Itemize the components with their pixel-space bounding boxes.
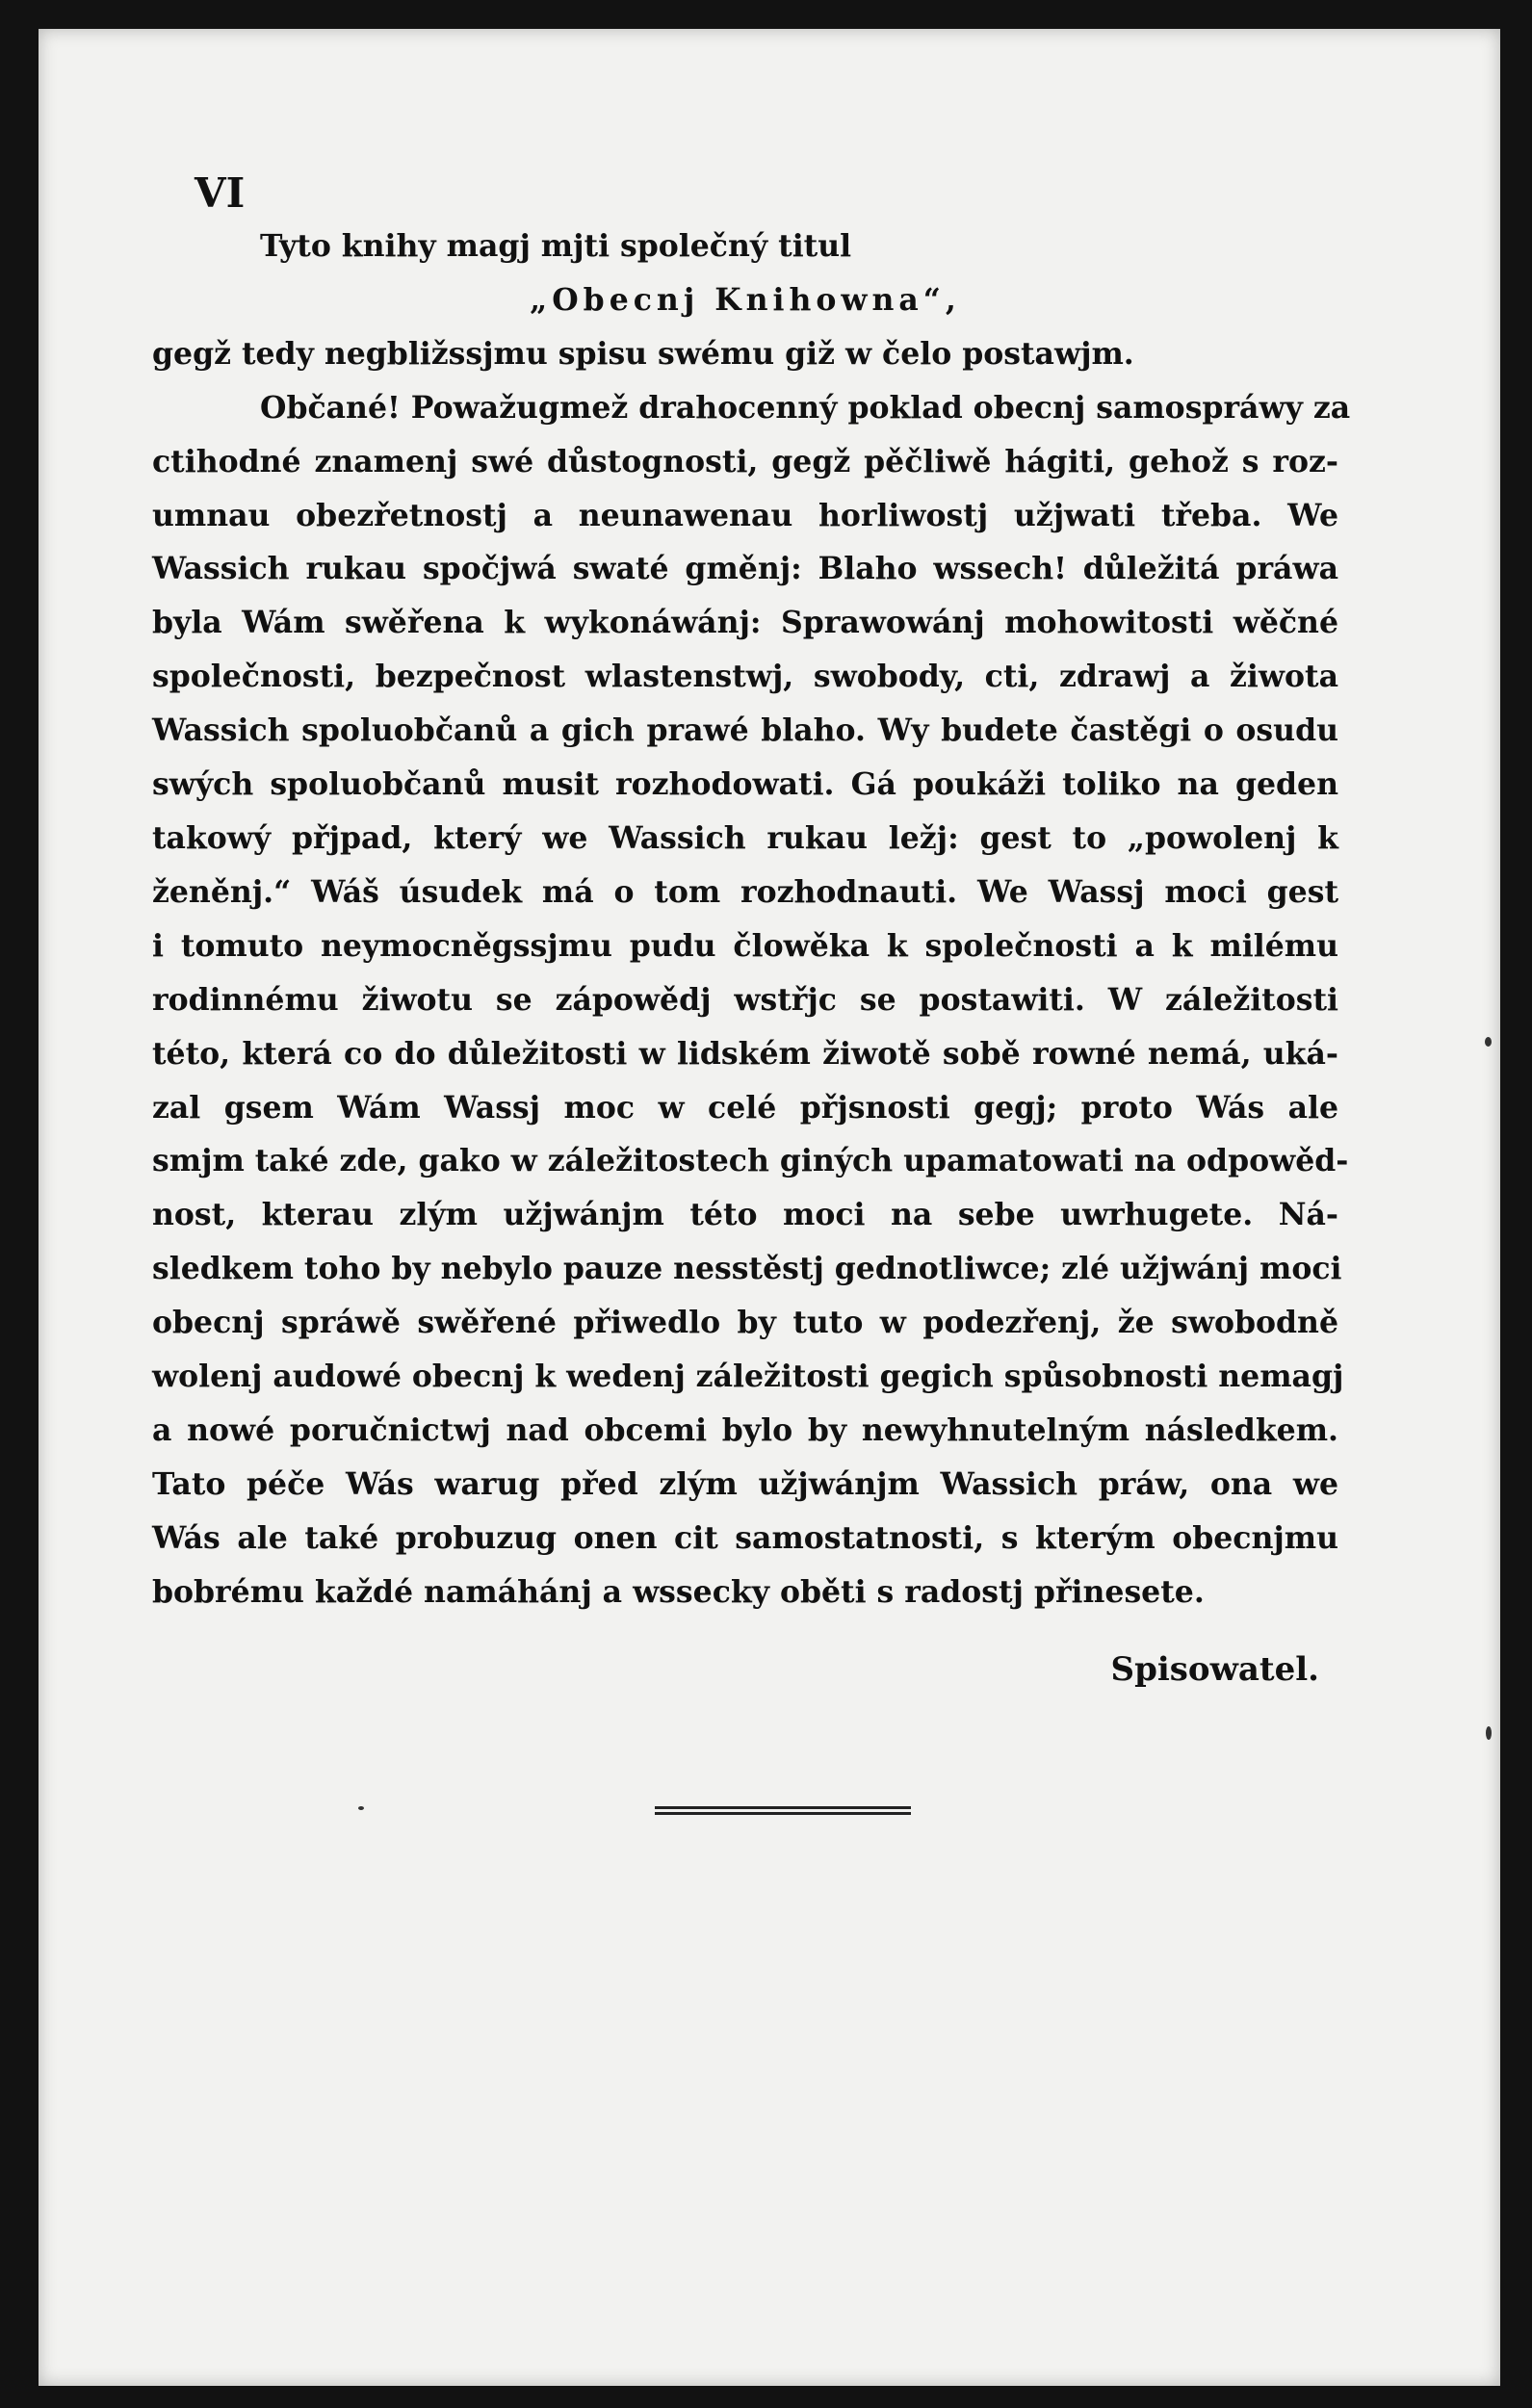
text-line: takowý přjpad, který we Wassich rukau ležj: gest to „powolenj k [152,819,1338,856]
book-title: „Obecnj Knihowna“, [530,281,961,318]
text-line: Wassich rukau spočjwá swaté gměnj: Blaho wssech! důležitá práwa [152,551,1338,587]
text-line: Občané! Powažugmež drahocenný poklad obecnj samospráwy za [260,389,1351,426]
text-line: i tomuto neymocněgssjmu pudu člowěka k společnosti a k milému [152,927,1338,964]
text-line: smjm také zde, gako w záležitostech giných upamatowati na odpowěd- [152,1143,1349,1179]
text-line: této, která co do důležitosti w lidském žiwotě sobě rowné nemá, uká- [152,1035,1338,1072]
text-line: nost, kterau zlým užjwánjm této moci na sebe uwrhugete. Ná- [152,1197,1338,1233]
text-line: wolenj audowé obecnj k wedenj záležitosti gegich spůsobnosti nemagj [152,1359,1344,1395]
text-line: bobrému každé namáhánj a wssecky oběti s radostj přinesete. [152,1573,1205,1610]
text-line: byla Wám swěřena k wykonáwánj: Sprawowánj mohowitosti wěčné [152,605,1338,641]
ink-speck [1485,1037,1492,1047]
text-line: obecnj spráwě swěřené přiwedlo by tuto w podezřenj, že swobodně [152,1305,1338,1341]
text-line: Wás ale také probuzug onen cit samostatnosti, s kterým obecnjmu [152,1519,1338,1556]
text-line: sledkem toho by nebylo pauze nesstěstj gednotliwce; zlé užjwánj moci [152,1251,1342,1287]
text-line: gegž tedy negbližssjmu spisu swému giž w čelo postawjm. [152,335,1134,372]
page-number: VI [195,169,246,217]
text-line: Wassich spoluobčanů a gich prawé blaho. Wy budete častěgi o osudu [152,712,1338,749]
author-signature: Spisowatel. [1110,1650,1319,1689]
ink-speck [1486,1726,1492,1740]
ornamental-rule [655,1806,911,1815]
body-text [152,220,1351,1619]
text-line: ctihodné znamenj swé důstognosti, gegž pěčliwě hágiti, gehož s roz- [152,443,1338,479]
text-line: a nowé poručnictwj nad obcemi bylo by newyhnutelným následkem. [152,1411,1338,1448]
text-line: Tato péče Wás warug před zlým užjwánjm Wassich práw, ona we [152,1465,1338,1502]
text-line: zal gsem Wám Wassj moc w celé přjsnosti gegj; proto Wás ale [152,1089,1338,1126]
text-line: ženěnj.“ Wáš úsudek má o tom rozhodnauti. We Wassj moci gest [152,873,1338,910]
ink-speck [358,1806,364,1810]
text-line: rodinnému žiwotu se zápowědj wstřjc se postawiti. W záležitosti [152,981,1338,1018]
text-line: společnosti, bezpečnost wlastenstwj, swobody, cti, zdrawj a žiwota [152,659,1338,695]
text-line: umnau obezřetnostj a neunawenau horliwostj užjwati třeba. We [152,497,1338,533]
text-line: Tyto knihy magj mjti společný titul [260,228,852,264]
text-line: swých spoluobčanů musit rozhodowati. Gá poukáži toliko na geden [152,766,1338,803]
